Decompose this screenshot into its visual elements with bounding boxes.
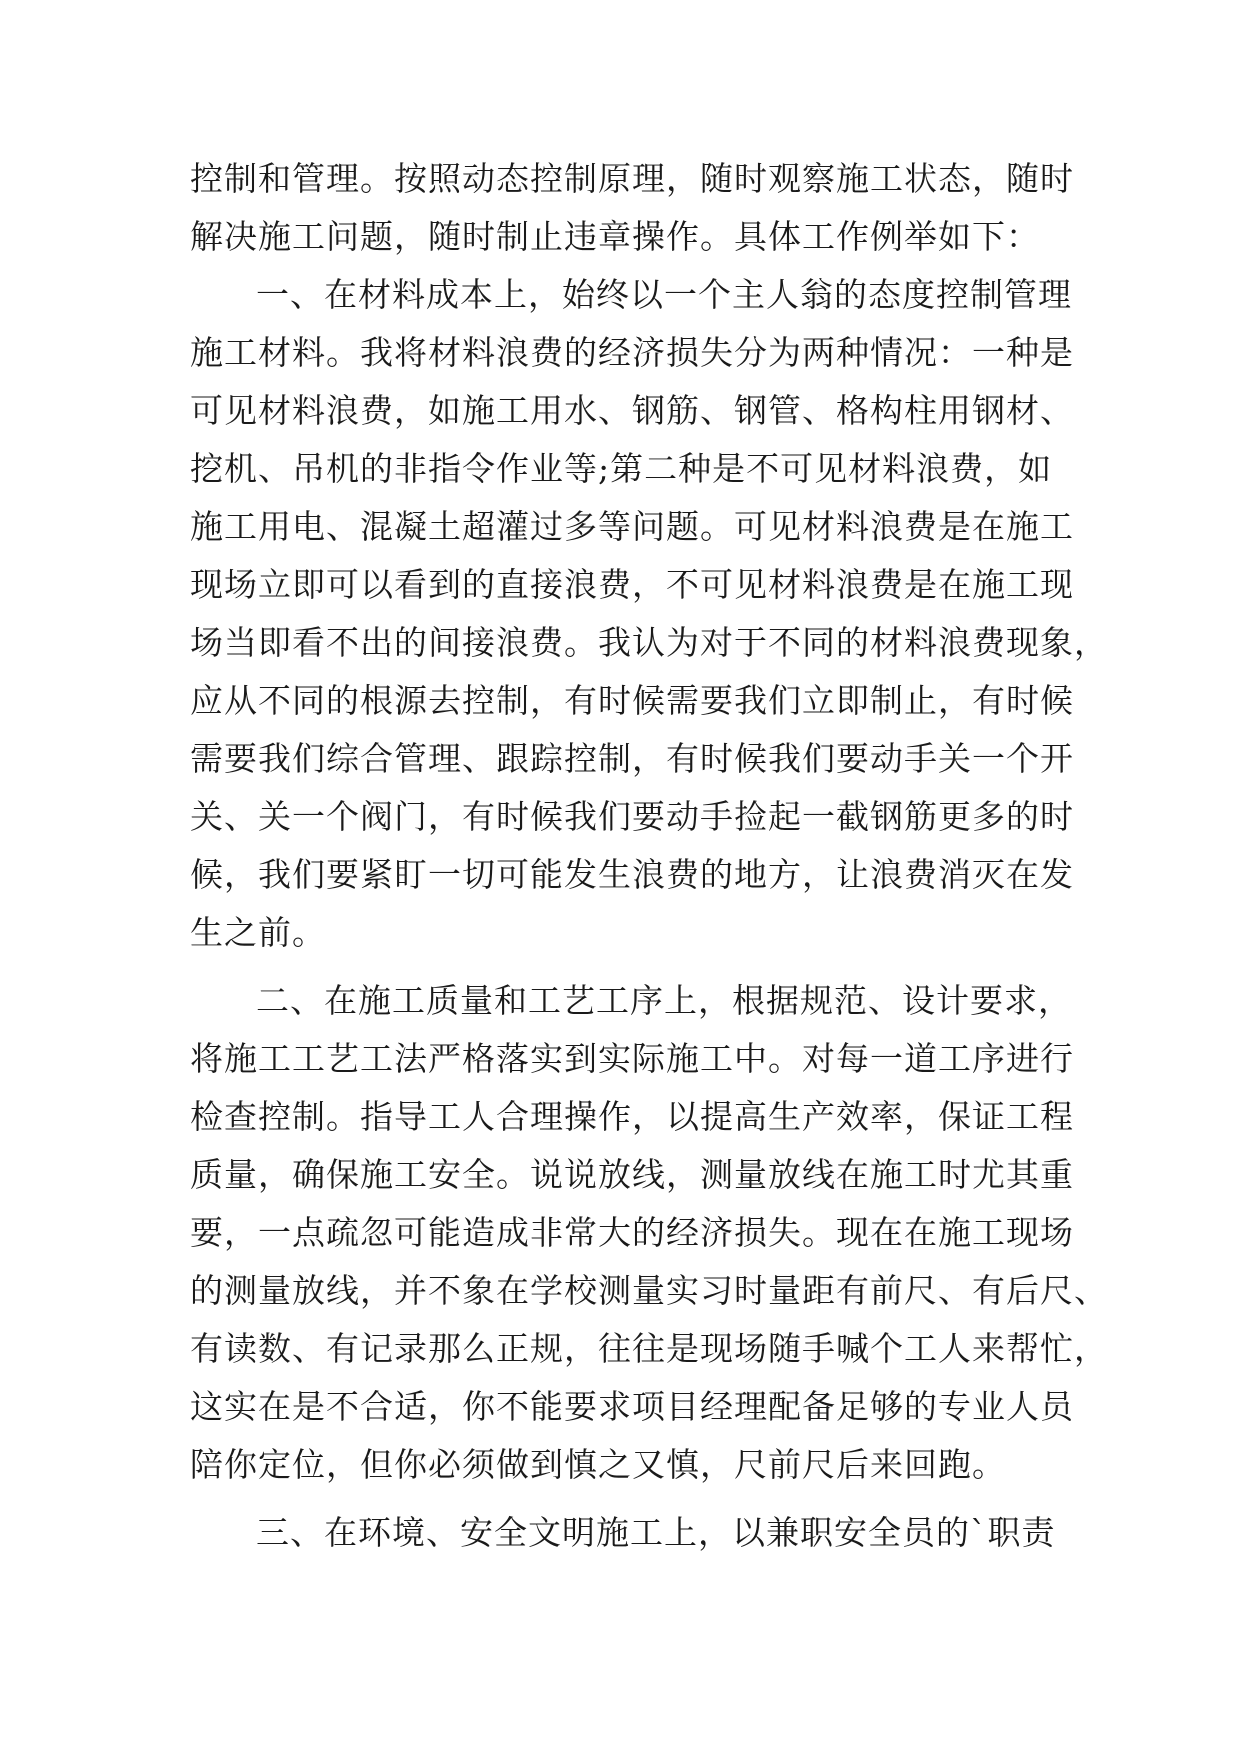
text-line: 检查控制。指导工人合理操作，以提高生产效率，保证工程 [190, 1097, 1074, 1136]
text-line: 控制和管理。按照动态控制原理，随时观察施工状态，随时 [190, 159, 1074, 198]
paragraph-heading-line: 三、在环境、安全文明施工上，以兼职安全员的`职责 [256, 1513, 1056, 1552]
text-line: 关、关一个阀门，有时候我们要动手捡起一截钢筋更多的时 [190, 797, 1074, 836]
text-line: 场当即看不出的间接浪费。我认为对于不同的材料浪费现象， [190, 623, 1108, 662]
text-line: 施工用电、混凝土超灌过多等问题。可见材料浪费是在施工 [190, 507, 1074, 546]
paragraph-heading-line: 一、在材料成本上，始终以一个主人翁的态度控制管理 [256, 275, 1072, 314]
text-line: 施工材料。我将材料浪费的经济损失分为两种情况：一种是 [190, 333, 1074, 372]
text-line: 质量，确保施工安全。说说放线，测量放线在施工时尤其重 [190, 1155, 1074, 1194]
paragraph-heading-line: 二、在施工质量和工艺工序上，根据规范、设计要求， [256, 981, 1072, 1020]
text-line: 挖机、吊机的非指令作业等;第二种是不可见材料浪费，如 [190, 449, 1053, 488]
text-line: 将施工工艺工法严格落实到实际施工中。对每一道工序进行 [190, 1039, 1074, 1078]
text-line: 陪你定位，但你必须做到慎之又慎，尺前尺后来回跑。 [190, 1445, 1006, 1484]
text-line: 需要我们综合管理、跟踪控制，有时候我们要动手关一个开 [190, 739, 1074, 778]
text-line: 应从不同的根源去控制，有时候需要我们立即制止，有时候 [190, 681, 1074, 720]
text-line: 有读数、有记录那么正规，往往是现场随手喊个工人来帮忙， [190, 1329, 1108, 1368]
text-line: 要，一点疏忽可能造成非常大的经济损失。现在在施工现场 [190, 1213, 1074, 1252]
text-line: 可见材料浪费，如施工用水、钢筋、钢管、格构柱用钢材、 [190, 391, 1074, 430]
text-line: 候，我们要紧盯一切可能发生浪费的地方，让浪费消灭在发 [190, 855, 1074, 894]
text-line: 这实在是不合适，你不能要求项目经理配备足够的专业人员 [190, 1387, 1074, 1426]
text-line: 生之前。 [190, 913, 326, 952]
text-line: 解决施工问题，随时制止违章操作。具体工作例举如下： [190, 217, 1040, 256]
text-line: 的测量放线，并不象在学校测量实习时量距有前尺、有后尺、 [190, 1271, 1108, 1310]
body-text [190, 150, 1108, 1562]
text-line: 现场立即可以看到的直接浪费，不可见材料浪费是在施工现 [190, 565, 1074, 604]
